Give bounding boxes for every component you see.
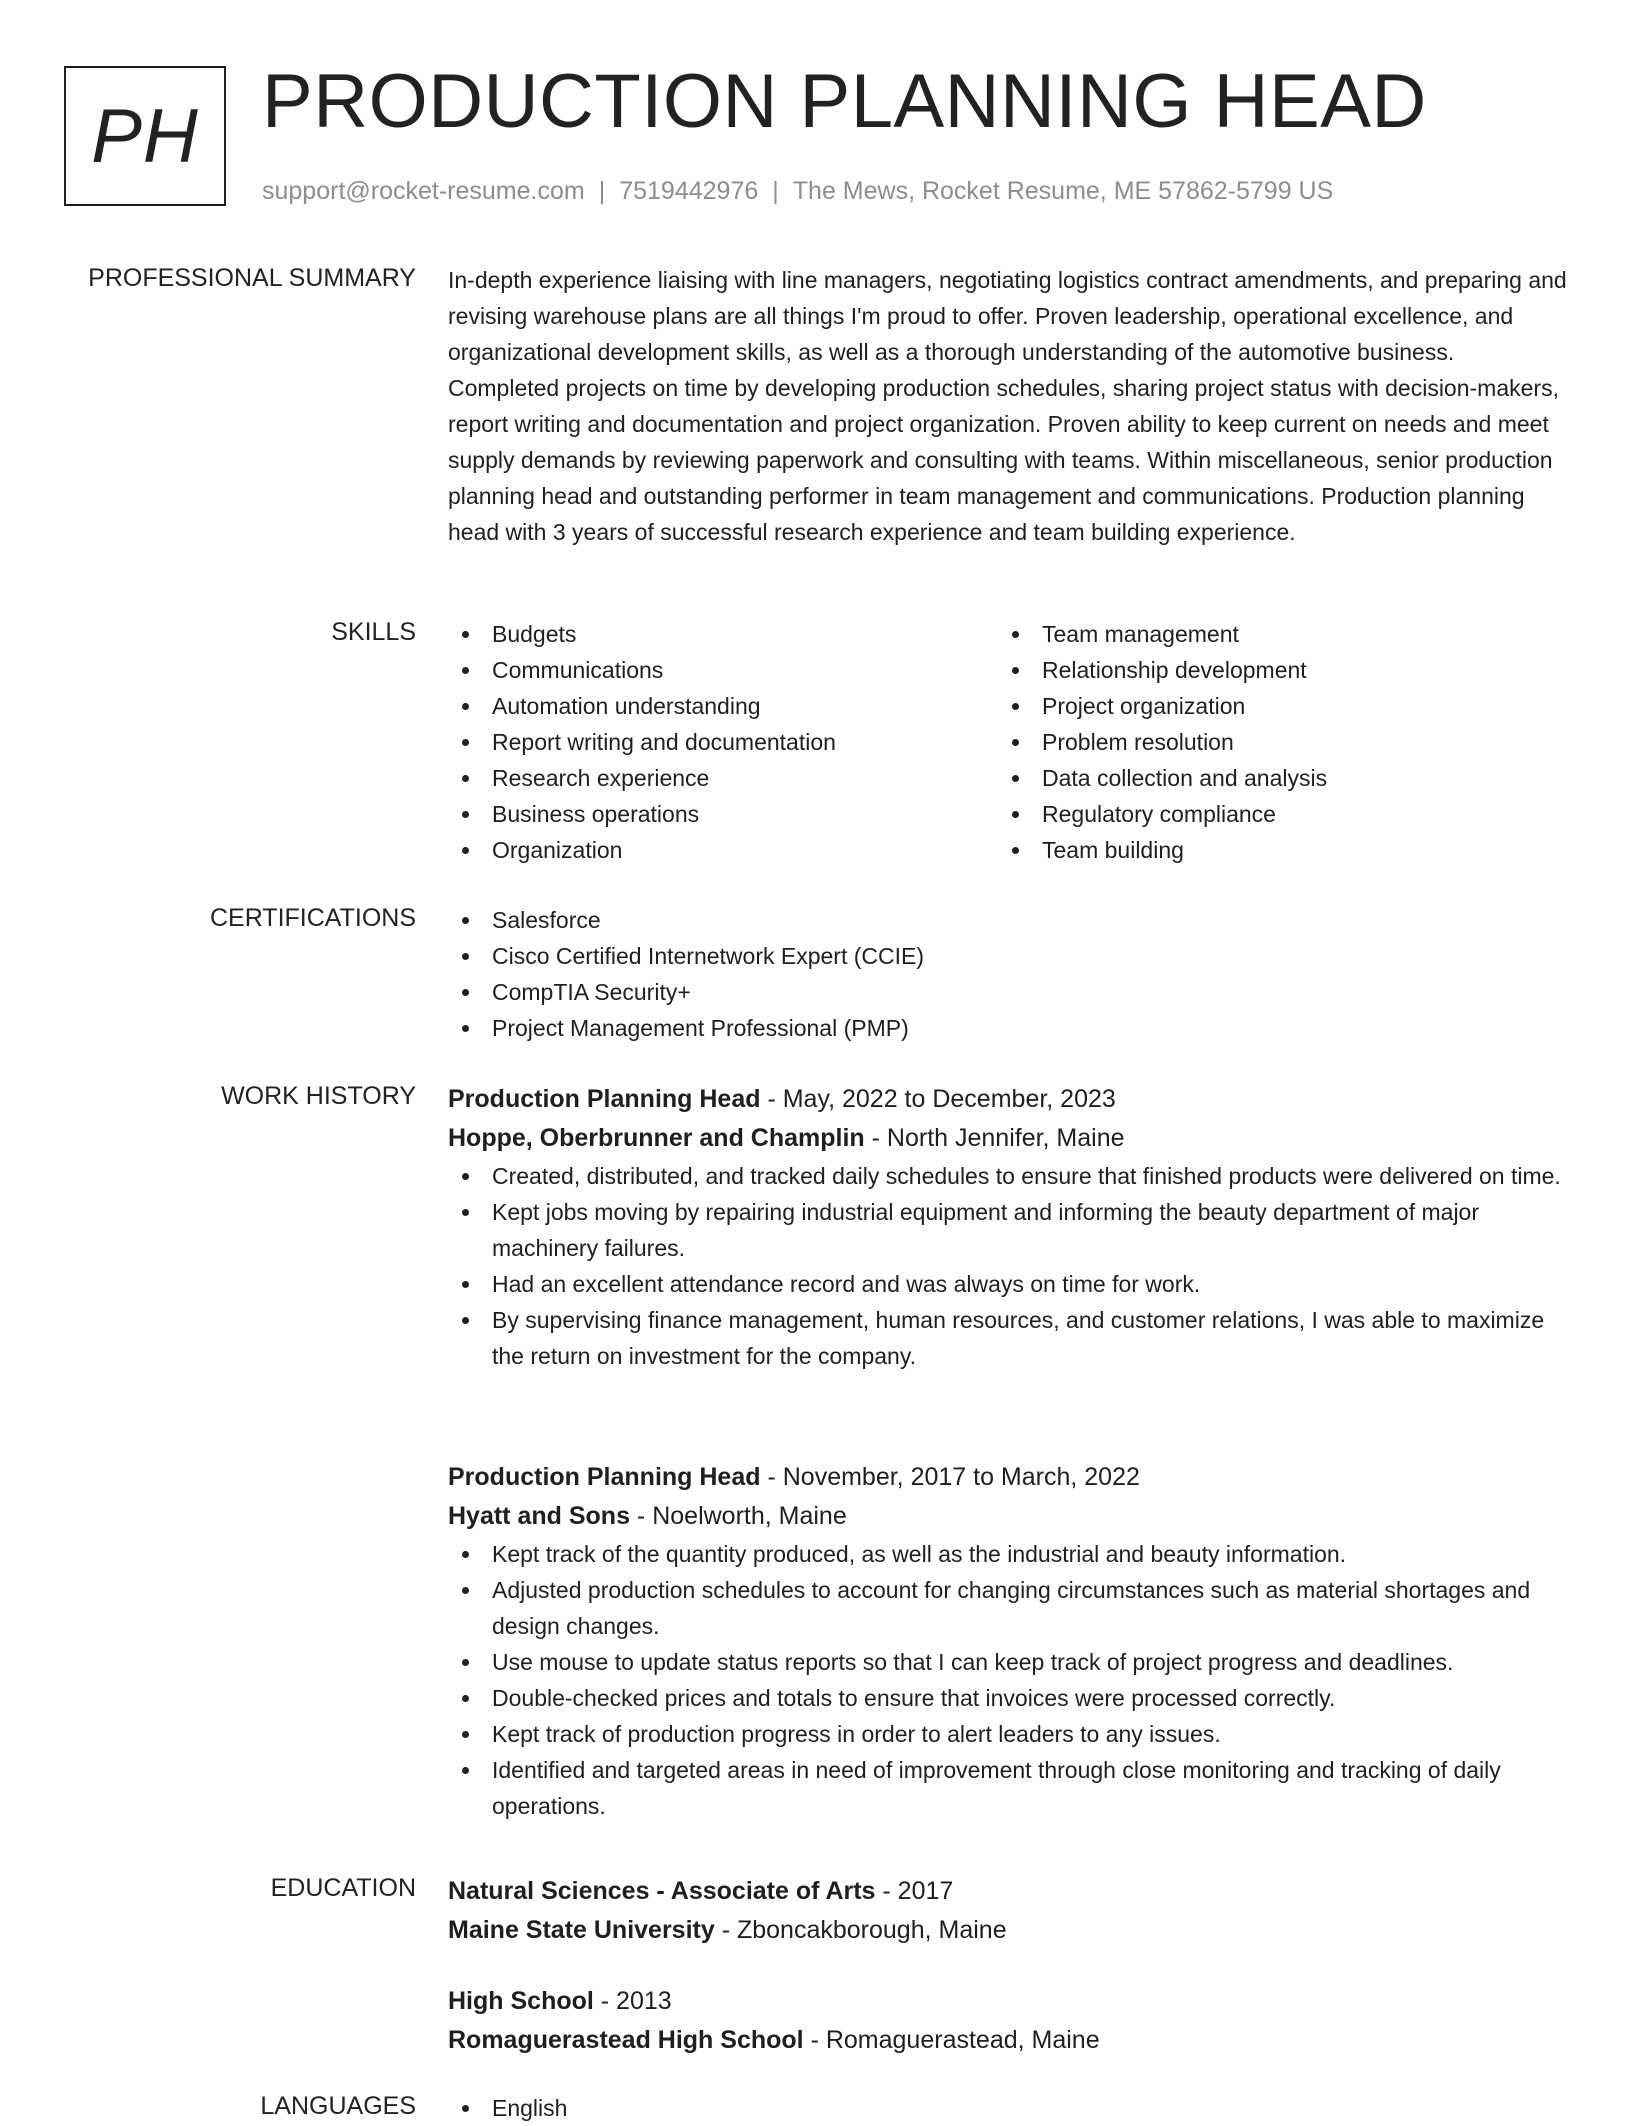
education-school-line — [448, 2021, 1568, 2060]
education-entry — [448, 1982, 1568, 2060]
skills-columns — [448, 616, 1568, 868]
skill-item: Team building — [998, 832, 1548, 868]
education-school-line — [448, 1911, 1568, 1950]
job-duty: Had an excellent attendance record and was always on time for work. — [448, 1266, 1568, 1302]
education-degree-line — [448, 1872, 1568, 1911]
education-school: Maine State University — [448, 1916, 715, 1944]
certification-item: Salesforce — [448, 902, 1568, 938]
job-dates: - May, 2022 to December, 2023 — [760, 1085, 1116, 1113]
job-company-line — [448, 1497, 1568, 1536]
job-title-line — [448, 1458, 1568, 1497]
section-heading-skills: SKILLS — [331, 618, 416, 646]
summary-body — [448, 262, 1568, 550]
job-duty: Created, distributed, and tracked daily schedules to ensure that finished products were delivered on time. — [448, 1158, 1568, 1194]
education-year: - 2017 — [875, 1877, 954, 1905]
contact-line — [262, 176, 1333, 206]
certification-item: CompTIA Security+ — [448, 974, 1568, 1010]
skill-item: Relationship development — [998, 652, 1548, 688]
skills-list-right — [998, 616, 1548, 868]
certification-item: Cisco Certified Internetwork Expert (CCIE) — [448, 938, 1568, 974]
job-duty: Use mouse to update status reports so that I can keep track of project progress and deadlines. — [448, 1644, 1568, 1680]
job-title: Production Planning Head — [448, 1463, 761, 1491]
certifications-body — [448, 902, 1568, 1046]
skill-item: Organization — [448, 832, 998, 868]
section-heading-summary: PROFESSIONAL SUMMARY — [88, 264, 416, 292]
resume-title: PRODUCTION PLANNING HEAD — [262, 59, 1427, 144]
section-heading-education: EDUCATION — [270, 1874, 416, 1902]
job-duty: Kept track of the quantity produced, as well as the industrial and beauty information. — [448, 1536, 1568, 1572]
skill-item: Research experience — [448, 760, 998, 796]
skill-item: Budgets — [448, 616, 998, 652]
contact-address: The Mews, Rocket Resume, ME 57862-5799 US — [792, 177, 1334, 205]
certification-item: Project Management Professional (PMP) — [448, 1010, 1568, 1046]
job-dates: - November, 2017 to March, 2022 — [760, 1463, 1140, 1491]
contact-email[interactable]: support@rocket-resume.com — [262, 177, 585, 205]
language-item: English — [448, 2090, 1568, 2126]
skill-item: Automation understanding — [448, 688, 998, 724]
job-entry — [448, 1458, 1568, 1824]
skill-item: Data collection and analysis — [998, 760, 1548, 796]
skill-item: Report writing and documentation — [448, 724, 998, 760]
job-duties-list — [448, 1158, 1568, 1374]
skill-item: Business operations — [448, 796, 998, 832]
monogram-box — [64, 66, 226, 206]
job-title-line — [448, 1080, 1568, 1119]
job-duty: By supervising finance management, human resources, and customer relations, I was able to maximize the return on investment for the company. — [448, 1302, 1568, 1374]
education-location: - Romaguerastead, Maine — [803, 2026, 1100, 2054]
education-degree: Natural Sciences - Associate of Arts — [448, 1877, 876, 1905]
job-duty: Kept jobs moving by repairing industrial equipment and informing the beauty department of major machinery failures. — [448, 1194, 1568, 1266]
education-location: - Zboncakborough, Maine — [714, 1916, 1007, 1944]
job-duty: Double-checked prices and totals to ensure that invoices were processed correctly. — [448, 1680, 1568, 1716]
job-duties-list — [448, 1536, 1568, 1824]
contact-separator: | — [598, 177, 606, 205]
job-company-line — [448, 1119, 1568, 1158]
skills-list-left — [448, 616, 998, 868]
section-heading-work-history: WORK HISTORY — [221, 1082, 416, 1110]
skill-item: Communications — [448, 652, 998, 688]
contact-phone[interactable]: 7519442976 — [619, 177, 759, 205]
job-duty: Identified and targeted areas in need of improvement through close monitoring and tracking of daily operations. — [448, 1752, 1568, 1824]
job-company: Hyatt and Sons — [448, 1502, 630, 1530]
job-duty: Adjusted production schedules to account for changing circumstances such as material shortages and design changes. — [448, 1572, 1568, 1644]
section-heading-certifications: CERTIFICATIONS — [209, 904, 416, 932]
education-year: - 2013 — [593, 1987, 672, 2015]
education-entry — [448, 1872, 1568, 1950]
job-entry — [448, 1080, 1568, 1374]
certifications-list — [448, 902, 1568, 1046]
skill-item: Problem resolution — [998, 724, 1548, 760]
job-title: Production Planning Head — [448, 1085, 761, 1113]
education-degree: High School — [448, 1987, 594, 2015]
section-heading-languages: LANGUAGES — [260, 2092, 416, 2120]
languages-body — [448, 2090, 1568, 2126]
job-duty: Kept track of production progress in order to alert leaders to any issues. — [448, 1716, 1568, 1752]
job-location: - North Jennifer, Maine — [864, 1124, 1125, 1152]
skill-item: Team management — [998, 616, 1548, 652]
skill-item: Regulatory compliance — [998, 796, 1548, 832]
education-school: Romaguerastead High School — [448, 2026, 804, 2054]
education-degree-line — [448, 1982, 1568, 2021]
monogram-initials: PH — [91, 93, 199, 179]
skill-item: Project organization — [998, 688, 1548, 724]
summary-text: In-depth experience liaising with line managers, negotiating logistics contract amendments, and preparing and revising warehouse plans are all things I'm proud to offer. Proven leadership, operational excellence, and organizational development skills, as well as a thorough understanding of the automotive business. Completed projects on time by developing production schedules, sharing project status with decision-makers, report writing and documentation and project organization. Proven ability to keep current on needs and meet supply demands by reviewing paperwork and consulting with teams. Within miscellaneous, senior production planning head and outstanding performer in team management and communications. Production planning head with 3 years of successful research experience and team building experience. — [448, 267, 1567, 545]
contact-separator: | — [772, 177, 779, 205]
languages-list — [448, 2090, 1568, 2126]
job-company: Hoppe, Oberbrunner and Champlin — [448, 1124, 865, 1152]
job-location: - Noelworth, Maine — [629, 1502, 847, 1530]
